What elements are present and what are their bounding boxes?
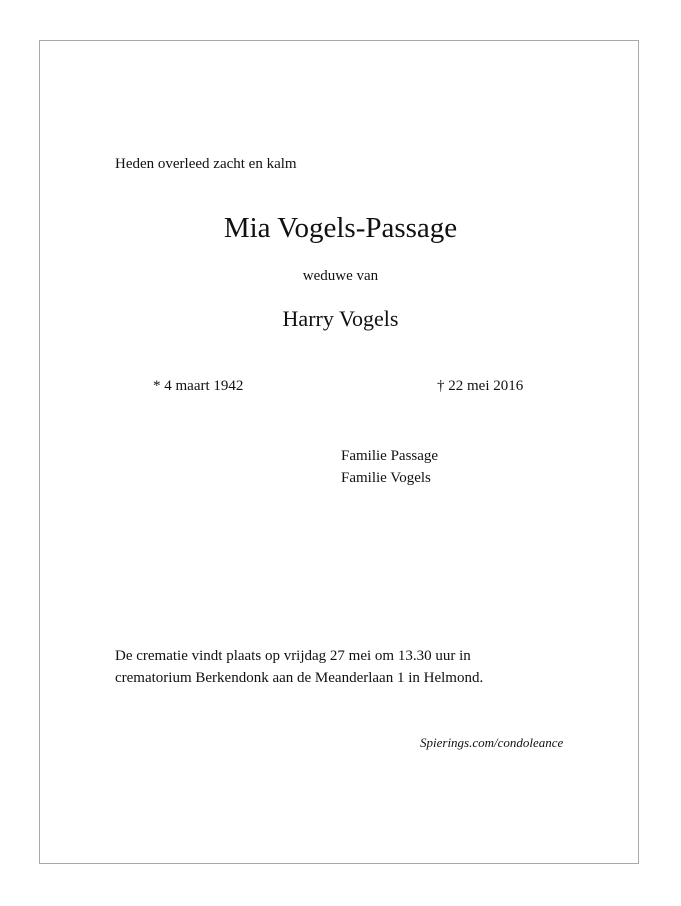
deceased-name: Mia Vogels-Passage [223,212,458,244]
family-name: Familie Vogels [341,470,431,486]
condolence-link: Spierings.com/condoleance [420,735,564,750]
relation-text: weduwe van [302,268,379,284]
ceremony-details [115,645,483,689]
ceremony-line: crematorium Berkendonk aan de Meanderlaan 1 in Helmond. [115,670,484,686]
family-list [341,445,438,489]
intro-text: Heden overleed zacht en kalm [115,156,297,172]
birth-date: * 4 maart 1942 [153,378,244,394]
family-name: Familie Passage [341,448,439,464]
ceremony-line: De crematie vindt plaats op vrijdag 27 mei om 13.30 uur in [115,648,471,664]
spouse-name: Harry Vogels [282,306,399,331]
death-date: † 22 mei 2016 [437,378,524,394]
